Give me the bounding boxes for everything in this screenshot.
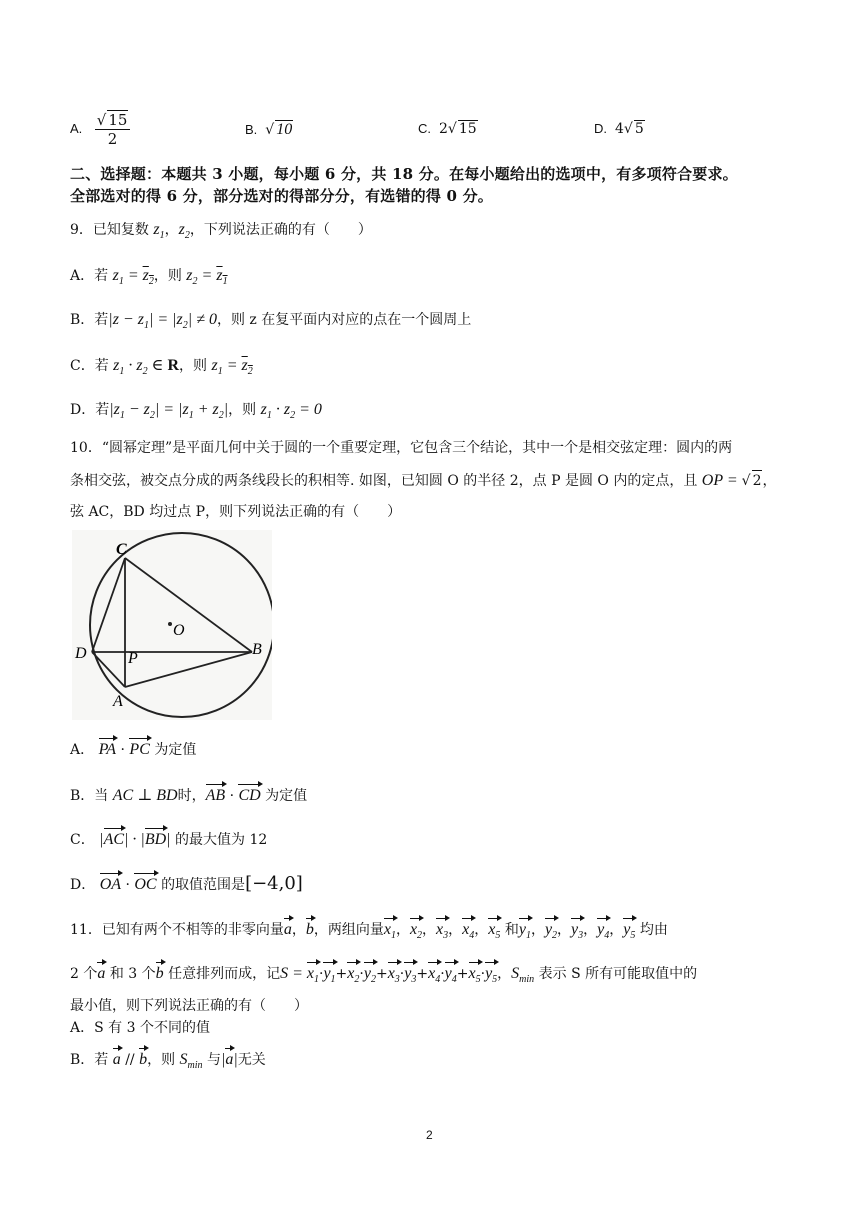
q10-stem-line2: 条相交弦，被交点分成的两条线段长的积相等. 如图，已知圆 O 的半径 2，点 P 是圆 O 内的定点，且 OP = √ 2，	[70, 472, 777, 489]
label-d: D	[75, 645, 87, 662]
label-b: B	[252, 641, 262, 658]
label-o: O	[173, 622, 185, 639]
q8-option-b: B. √ 10	[245, 121, 293, 138]
section-heading-line2: 全部选对的得 6 分，部分选对的得部分分，有选错的得 0 分。	[70, 187, 493, 205]
q10-option-c: C． |AC| · |BD| 的最大值为 12	[70, 831, 268, 848]
section-heading-line1: 二、选择题：本题共 3 小题，每小题 6 分，共 18 分。在每小题给出的选项中，有多项符合要求。	[70, 165, 738, 183]
center-point	[168, 622, 172, 626]
fraction: $\frac{√ 15}{2}$	[95, 110, 131, 148]
label-p: P	[128, 650, 138, 667]
q9-option-b: B．若$|z - z_1| = |z_2| \ne 0$，则 z 在复平面内对应的点在一个圆周上	[70, 311, 472, 332]
q11-stem-line1: 11．已知有两个不相等的非零向量a，b，两组向量$x_1$，$x_2$，$x_3$，$x_4$，$x_5$ 和$y_1$，$y_2$，$y_3$，$y_4$，$y_5$ 均由	[70, 920, 668, 946]
q10-option-d: D． OA · OC 的取值范围是[−4,0]	[70, 873, 303, 894]
q9-stem: 9．已知复数 $z_1$，$z_2$，下列说法正确的有（ ）	[70, 221, 372, 242]
q8-option-c: C. 2√ 15	[418, 121, 477, 137]
q9-option-d: D．若$|z_1 - z_2| = |z_1 + z_2|$，则 $z_1 \cdot z_2 = 0$	[70, 401, 322, 422]
q9-option-a: A．若 $z_1 = z_2$，则 $z_2 = z_1$	[70, 267, 228, 288]
q11-stem-line2: 2 个a 和 3 个b 任意排列而成，记$S = x_1\cdot y_1+x_2\cdot y_2+x_3\cdot y_3+x_4\cdot y_4+x_5\cdot y_5$，$S_{min}$ 表示 S 所有可能取值中的	[70, 964, 697, 990]
label-a: A	[113, 693, 123, 710]
option-label: A.	[70, 121, 83, 136]
q10-stem-line1: 10．“圆幂定理”是平面几何中关于圆的一个重要定理，它包含三个结论，其中一个是相交弦定理：圆内的两	[70, 440, 733, 456]
q11-stem-line3: 最小值，则下列说法正确的有（ ）	[70, 998, 308, 1014]
circle-figure	[72, 530, 272, 720]
q11-option-b: B．若 a // b，则 $S_{min}$ 与|a|无关	[70, 1051, 266, 1072]
label-c: C	[116, 541, 127, 558]
q10-stem-line3: 弦 AC，BD 均过点 P，则下列说法正确的有（ ）	[70, 504, 402, 520]
q10-option-b: B．当 AC ⊥ BD时，AB · CD 为定值	[70, 787, 308, 804]
q8-option-a	[70, 110, 130, 148]
q11-option-a: A．S 有 3 个不同的值	[70, 1020, 210, 1036]
page-number: 2	[426, 1128, 433, 1142]
q10-option-a: A． PA · PC 为定值	[70, 741, 197, 758]
q9-option-c: C．若 $z_1 \cdot z_2$ ∈ R，则 $z_1 = z_2$	[70, 357, 253, 378]
q8-option-d: D. 4√ 5	[594, 121, 644, 137]
